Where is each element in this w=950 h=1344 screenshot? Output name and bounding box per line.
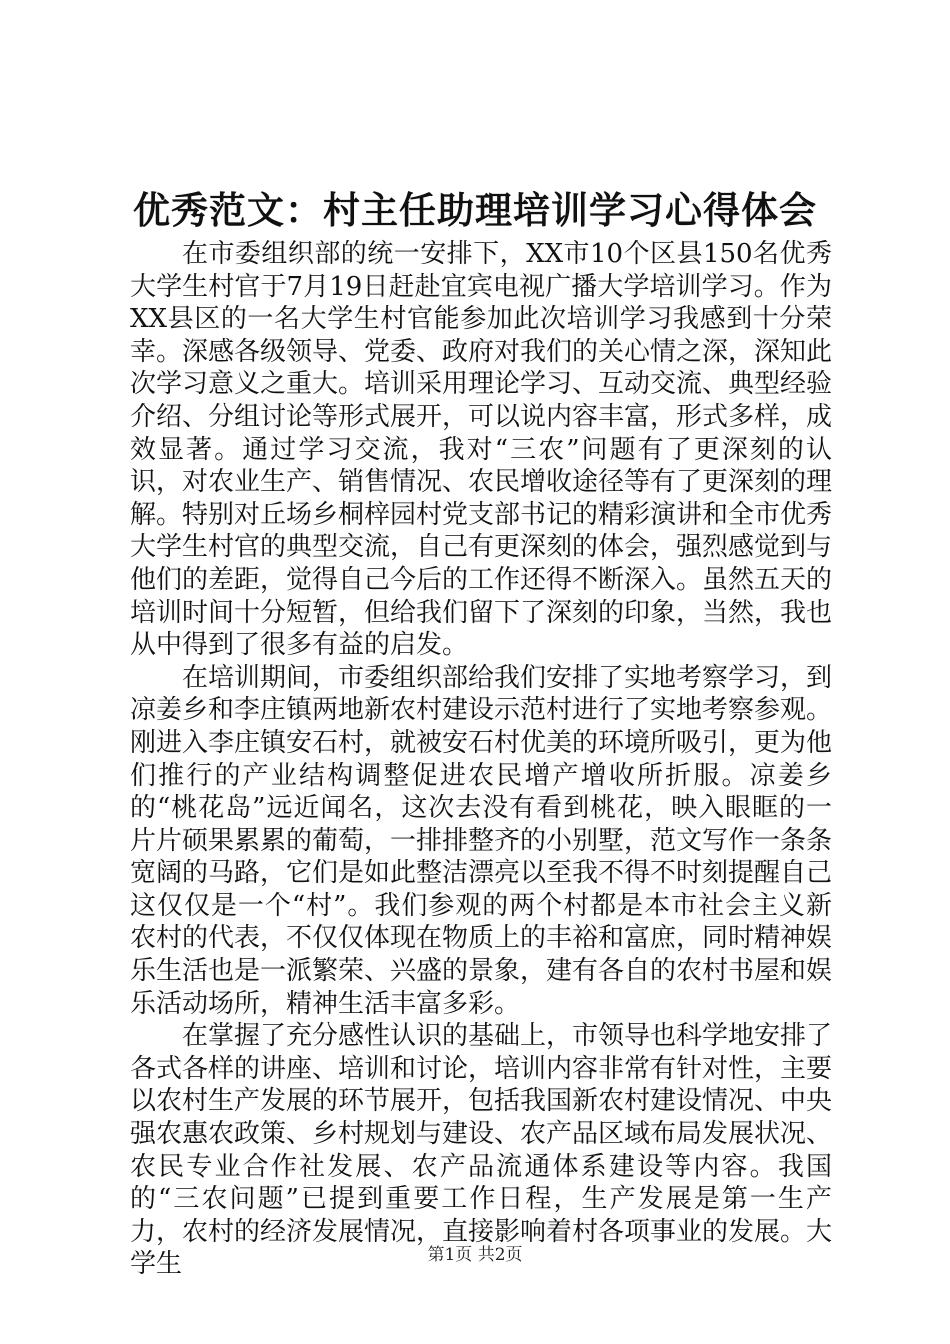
paragraph-3: 在掌握了充分感性认识的基础上，市领导也科学地安排了各式各样的讲座、培训和讨论，培训内容非常有针对性，主要以农村生产发展的环节展开，包括我国新农村建设情况、中央强农惠农政策、乡村规划与建设、农产品区域布局发展状况、农民专业合作社发展、农产品流通体系建设等内容。我国的“三农问题”已提到重要工作日程，生产发展是第一生产力，农村的经济发展情况，直接影响着村各项事业的发展。大学生: [130, 1021, 833, 1280]
document-body: [130, 238, 832, 1281]
page-number-footer: 第1页 共2页: [427, 1245, 523, 1265]
document-title: 优秀范文：村主任助理培训学习心得体会: [133, 188, 817, 232]
paragraph-1: 在市委组织部的统一安排下，XX市10个区县150名优秀大学生村官于7月19日赶赴宜宾电视广播大学培训学习。作为XX县区的一名大学生村官能参加此次培训学习我感到十分荣幸。深感各级领导、党委、政府对我们的关心情之深，深知此次学习意义之重大。培训采用理论学习、互动交流、典型经验介绍、分组讨论等形式展开，可以说内容丰富，形式多样，成效显著。通过学习交流，我对“三农”问题有了更深刻的认识，对农业生产、销售情况、农民增收途径等有了更深刻的理解。特别对丘场乡桐梓园村党支部书记的精彩演讲和全市优秀大学生村官的典型交流，自己有更深刻的体会，强烈感觉到与他们的差距，觉得自己今后的工作还得不断深入。虽然五天的培训时间十分短暂，但给我们留下了深刻的印象，当然，我也从中得到了很多有益的启发。: [130, 239, 833, 661]
paragraph-2: 在培训期间，市委组织部给我们安排了实地考察学习，到凉姜乡和李庄镇两地新农村建设示范村进行了实地考察参观。刚进入李庄镇安石村，就被安石村优美的环境所吸引，更为他们推行的产业结构调整促进农民增产增收所折服。凉姜乡的“桃花岛”远近闻名，这次去没有看到桃花，映入眼眶的一片片硕果累累的葡萄，一排排整齐的小别墅，范文写作一条条宽阔的马路，它们是如此整洁漂亮以至我不得不时刻提醒自己这仅仅是一个“村”。我们参观的两个村都是本市社会主义新农村的代表，不仅仅体现在物质上的丰裕和富庶，同时精神娱乐生活也是一派繁荣、兴盛的景象，建有各自的农村书屋和娱乐活动场所，精神生活丰富多彩。: [130, 662, 833, 1019]
